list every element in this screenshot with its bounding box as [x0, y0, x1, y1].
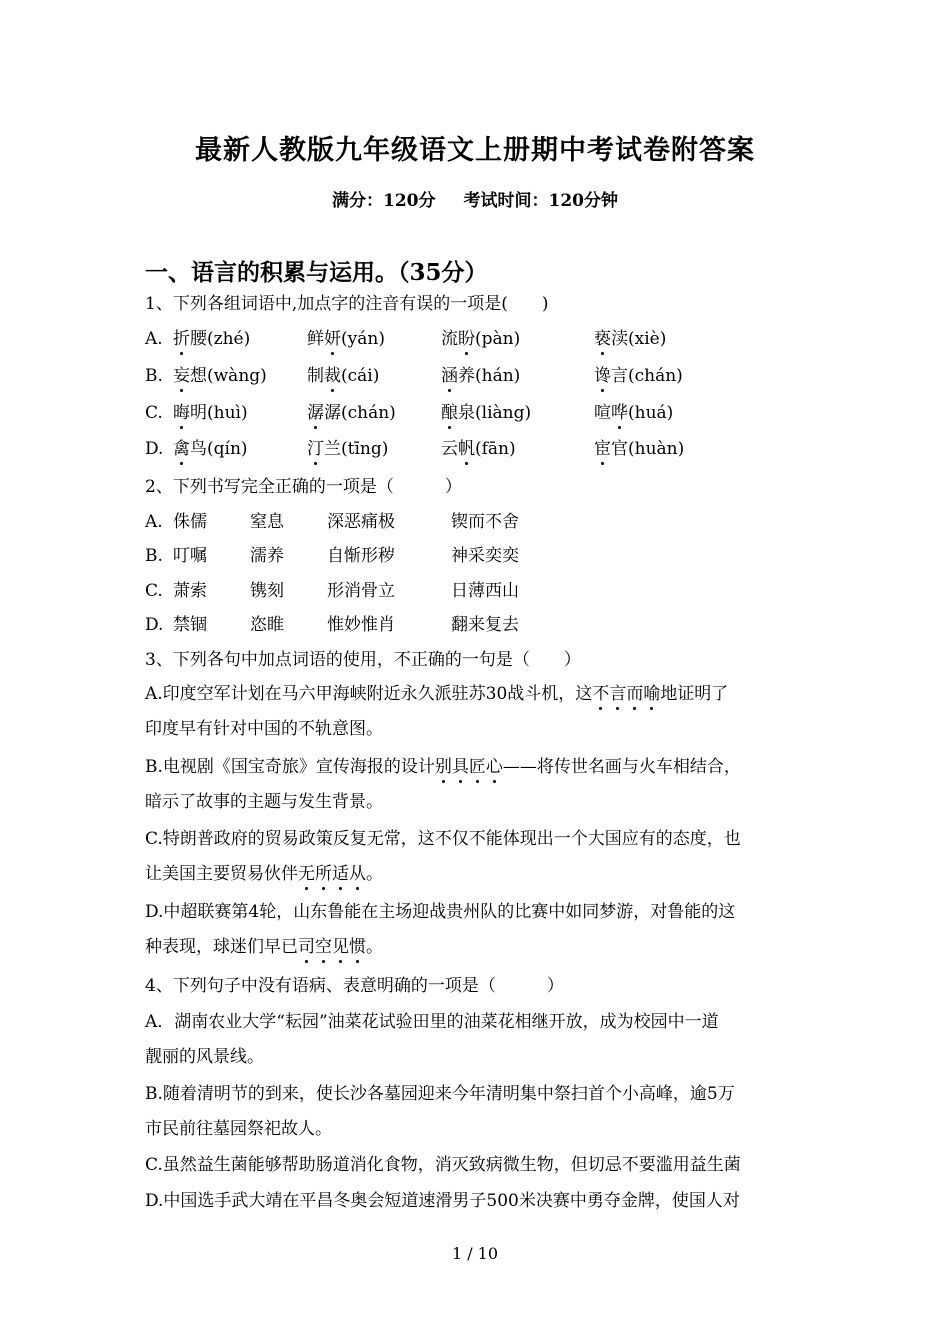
option-word: 神采奕奕: [451, 546, 519, 566]
dotted-character: 汀: [307, 439, 324, 459]
dotted-character: 谗: [594, 366, 611, 386]
dotted-character: 酿: [441, 403, 458, 423]
page-number: 1 / 10: [451, 1244, 499, 1263]
option-word: 折腰(zhé): [173, 329, 251, 349]
option-word: 锲而不舍: [451, 512, 519, 532]
option-word: 流盼(pàn): [441, 329, 521, 349]
option-label: B.: [145, 546, 163, 566]
exam-time: 考试时间：120分钟: [463, 191, 618, 211]
option-word: 濡养: [250, 546, 284, 566]
dotted-character: 妄: [173, 366, 190, 386]
q4-option-a-line1: A．湖南农业大学“耘园”油菜花试验田里的油菜花相继开放，成为校园中一道: [145, 1012, 719, 1032]
option-word: 恣睢: [250, 615, 284, 635]
option-word: 亵渎(xiè): [594, 329, 667, 349]
question-3-stem: 3、下列各句中加点词语的使用，不正确的一句是（ ）: [145, 650, 581, 670]
full-score: 满分：120分: [332, 191, 436, 211]
option-label: A.: [145, 512, 163, 532]
dotted-character: 潺: [307, 403, 324, 423]
dotted-character: 涵: [441, 366, 458, 386]
option-word: 喧哗(huá): [594, 403, 674, 423]
question-2-stem: 2、下列书写完全正确的一项是（ ）: [145, 477, 462, 497]
option-label: A.: [145, 329, 163, 349]
option-word: 深恶痛极: [327, 512, 395, 532]
q3-option-c-line2: 让美国主要贸易伙伴无所适从。: [145, 864, 383, 884]
q3-option-c-line1: C.特朗普政府的贸易政策反复无常，这不仅不能体现出一个大国应有的态度，也: [145, 829, 741, 849]
q4-option-b-line2: 市民前往墓园祭祀故人。: [145, 1119, 332, 1139]
option-word: 形消骨立: [327, 581, 395, 601]
dotted-character: 帆: [458, 439, 475, 459]
option-word: 汀兰(tīng): [307, 439, 389, 459]
question-4-stem: 4、下列句子中没有语病、表意明确的一项是（ ）: [145, 976, 564, 996]
option-label: C.: [145, 403, 163, 423]
dotted-phrase: 别具匠心: [434, 757, 503, 777]
dotted-character: 晦: [173, 403, 190, 423]
dotted-phrase: 无所适从: [298, 864, 366, 884]
dotted-character: 盼: [458, 329, 475, 349]
dotted-character: 哗: [611, 403, 628, 423]
option-label: C.: [145, 581, 163, 601]
option-word: 鲜妍(yán): [307, 329, 385, 349]
option-word: 日薄西山: [451, 581, 519, 601]
option-word: 窒息: [250, 512, 284, 532]
option-word: 自惭形秽: [327, 546, 395, 566]
option-word: 禽鸟(qín): [173, 439, 248, 459]
option-label: B.: [145, 366, 163, 386]
q3-option-d-line2: 种表现，球迷们早已司空见惯。: [145, 937, 383, 957]
q3-option-b-line1: B.电视剧《国宝奇旅》宣传海报的设计别具匠心——将传世名画与火车相结合，: [145, 757, 741, 777]
q3-option-a-line2: 印度早有针对中国的不轨意图。: [145, 719, 383, 739]
dotted-character: 妍: [324, 329, 341, 349]
dotted-character: 禽: [173, 439, 190, 459]
option-word: 妄想(wàng): [173, 366, 267, 386]
q3-option-b-line2: 暗示了故事的主题与发生背景。: [145, 792, 383, 812]
option-label: D.: [145, 439, 164, 459]
option-word: 禁锢: [173, 615, 207, 635]
option-word: 镌刻: [250, 581, 284, 601]
dotted-character: 宦: [594, 439, 611, 459]
q4-option-d-line1: D.中国选手武大靖在平昌冬奥会短道速滑男子500米决赛中勇夺金牌，使国人对: [145, 1191, 740, 1211]
q4-option-a-line2: 靓丽的风景线。: [145, 1047, 264, 1067]
dotted-phrase: 不言而喻: [592, 684, 661, 704]
option-word: 侏儒: [173, 512, 207, 532]
dotted-phrase: 司空见惯: [298, 937, 366, 957]
q3-option-a-line1: A.印度空军计划在马六甲海峡附近永久派驻苏30战斗机，这不言而喻地证明了: [145, 684, 729, 704]
dotted-character: 亵: [594, 329, 611, 349]
q4-option-b-line1: B.随着清明节的到来，使长沙各墓园迎来今年清明集中祭扫首个小高峰，逾5万: [145, 1084, 735, 1104]
dotted-character: 裁: [324, 366, 341, 386]
option-word: 制裁(cái): [307, 366, 380, 386]
option-word: 谗言(chán): [594, 366, 683, 386]
option-word: 宦官(huàn): [594, 439, 685, 459]
option-word: 翻来复去: [451, 615, 519, 635]
option-word: 晦明(huì): [173, 403, 248, 423]
option-label: D.: [145, 615, 164, 635]
section-heading: 一、语言的积累与运用。（35分）: [145, 259, 488, 286]
option-word: 惟妙惟肖: [327, 615, 395, 635]
q3-option-d-line1: D.中超联赛第4轮，山东鲁能在主场迎战贵州队的比赛中如同梦游，对鲁能的这: [145, 902, 736, 922]
dotted-character: 折: [173, 329, 190, 349]
q4-option-c-line1: C.虽然益生菌能够帮助肠道消化食物，消灭致病微生物，但切忌不要滥用益生菌: [145, 1155, 741, 1175]
option-word: 云帆(fān): [441, 439, 516, 459]
option-word: 酿泉(liàng): [441, 403, 532, 423]
question-1-stem: 1、下列各组词语中,加点字的注音有误的一项是( ): [145, 294, 549, 314]
option-word: 萧索: [173, 581, 207, 601]
exam-title: 最新人教版九年级语文上册期中考试卷附答案: [195, 135, 755, 166]
option-word: 叮嘱: [173, 546, 207, 566]
option-word: 涵养(hán): [441, 366, 521, 386]
option-word: 潺潺(chán): [307, 403, 396, 423]
exam-subtitle: [0, 186, 950, 211]
